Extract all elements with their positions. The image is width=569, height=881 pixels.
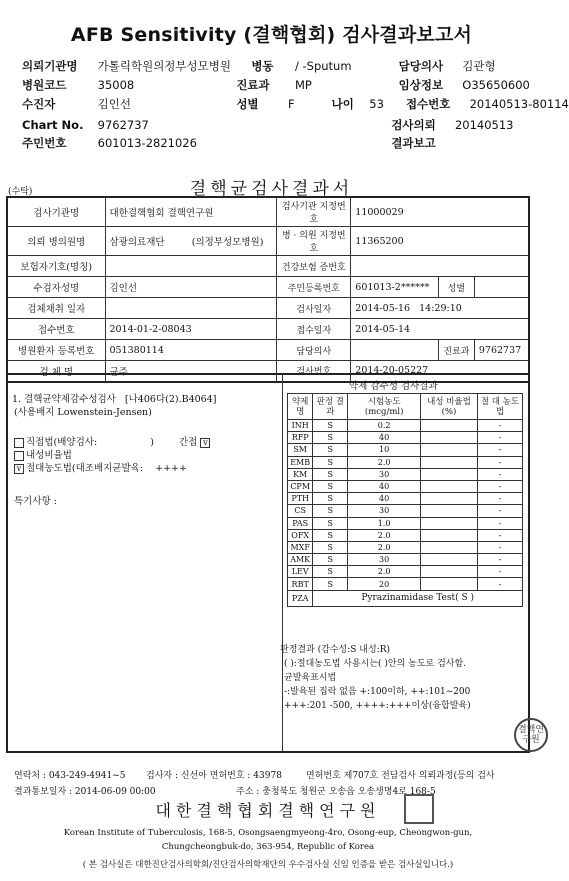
judgement: S xyxy=(313,505,348,517)
info-label: 수검자성명 xyxy=(7,277,105,298)
absolute-result: - xyxy=(477,566,522,578)
judgement: S xyxy=(313,420,348,432)
judgement: S xyxy=(313,566,348,578)
sensitivity-row xyxy=(288,566,523,578)
sensitivity-row xyxy=(288,420,523,432)
info-label: 접수번호 xyxy=(7,319,105,340)
drug-name: KM xyxy=(288,468,313,480)
test-item-code: [나406다(2).B4064] xyxy=(124,394,217,405)
test-item-label: 1. 결핵균약제감수성검사 xyxy=(12,394,116,405)
proportion-method-row xyxy=(14,447,72,461)
info-label: 병 · 의원 지정번호 xyxy=(277,227,351,256)
judgement: S xyxy=(313,480,348,492)
info-value xyxy=(474,277,529,298)
info-label: 접수일자 xyxy=(277,319,351,340)
header-label: 성별 xyxy=(236,97,259,111)
info-label: 검 체 명 xyxy=(7,361,105,382)
proportion-percent xyxy=(421,578,478,590)
absolute-result: - xyxy=(477,480,522,492)
hospital-name: 삼광의료재단 xyxy=(109,237,165,248)
info-label: 검사번호 xyxy=(277,361,351,382)
absolute-result: - xyxy=(477,554,522,566)
sensitivity-title: 약제 감수성 검사결과 xyxy=(349,381,438,392)
info-value xyxy=(105,298,277,319)
header-label: 병원코드 xyxy=(22,78,67,92)
proportion-percent xyxy=(421,517,478,529)
info-value: 대한결핵협회 결핵연구원 xyxy=(105,197,277,227)
institute-address-en-1: Korean Institute of Tuberculosis, 168-5, Osongsaengmyeong-4ro, Osong-eup, Cheongwon-gun, xyxy=(63,828,473,838)
info-value: 균주 xyxy=(105,361,277,382)
info-label: 주민등록번호 xyxy=(277,277,351,298)
info-value xyxy=(105,256,277,277)
certification-notice: ( 본 검사실은 대한진단검사의학회/진단검사의학재단의 우수검사실 신임 인증을 받은 검사실입니다.) xyxy=(82,860,454,870)
drug-name: AMK xyxy=(288,554,313,566)
absolute-result: - xyxy=(477,517,522,529)
info-label: 검사일자 xyxy=(277,298,351,319)
header-label: 결과보고 xyxy=(391,136,436,150)
test-concentration: 2.0 xyxy=(348,456,421,468)
header-label: 임상정보 xyxy=(398,78,444,92)
drug-name: RBT xyxy=(288,578,313,590)
report-title: 결핵균검사결과서 xyxy=(189,179,354,199)
info-value: 9762737 xyxy=(474,340,529,361)
absolute-result: - xyxy=(477,444,522,456)
sensitivity-header: 약제명 xyxy=(288,394,313,420)
header-label: 주민번호 xyxy=(22,136,67,150)
info-value: 2014-05-14 xyxy=(351,319,529,340)
info-value: 2014-01-2-08043 xyxy=(105,319,277,340)
info-label: 건강보험 증번호 xyxy=(277,256,351,277)
sensitivity-row xyxy=(288,468,523,480)
drug-name: INH xyxy=(288,420,313,432)
info-label: 병원환자 등록번호 xyxy=(7,340,105,361)
info-value xyxy=(351,340,439,361)
test-concentration: 10 xyxy=(348,444,421,456)
direct-method-label: 직접법(배양검사: xyxy=(26,437,98,448)
direct-method-row xyxy=(14,434,212,448)
drug-name: CS xyxy=(288,505,313,517)
info-value xyxy=(351,298,529,319)
header-value: MP xyxy=(294,78,312,92)
header-label: Chart No. xyxy=(22,118,84,132)
info-label: 의뢰 병의원명 xyxy=(7,227,105,256)
pza-label: PZA xyxy=(288,590,313,606)
test-concentration: 2.0 xyxy=(348,529,421,541)
test-concentration: 30 xyxy=(348,554,421,566)
info-label: 검사기관명 xyxy=(7,197,105,227)
header-label: 담당의사 xyxy=(398,59,444,73)
header-label: 수진자 xyxy=(22,97,56,111)
info-value: 601013-2****** xyxy=(351,277,439,298)
test-time: 14:29:10 xyxy=(419,302,462,314)
test-method-pane xyxy=(8,375,283,751)
info-value xyxy=(105,227,277,256)
test-concentration: 30 xyxy=(348,468,421,480)
proportion-percent xyxy=(421,432,478,444)
page-title: AFB Sensitivity (결핵협회) 검사결과보고서 xyxy=(70,24,473,46)
proportion-percent xyxy=(421,505,478,517)
info-label: 검사기관 지정번호 xyxy=(277,197,351,227)
drug-name: RFP xyxy=(288,432,313,444)
drug-name: PAS xyxy=(288,517,313,529)
result-legend-3: 균발육표시법 xyxy=(284,673,337,683)
indirect-method-label: 간접 xyxy=(178,437,198,448)
header-row-5 xyxy=(22,136,455,150)
proportion-percent xyxy=(421,444,478,456)
footer-inspector: 검사자 : 신선아 면허번호 : 43978 xyxy=(146,771,282,781)
drug-name: PTH xyxy=(288,493,313,505)
institute-name-kr: 대한결핵협회결핵연구원 xyxy=(155,801,381,820)
judgement: S xyxy=(313,456,348,468)
result-legend-2: ( ):절대농도법 사용시는( )안의 농도로 검사함. xyxy=(284,659,467,669)
square-seal xyxy=(404,794,434,824)
info-value xyxy=(351,256,529,277)
info-label: 진료과 xyxy=(438,340,474,361)
proportion-percent xyxy=(421,468,478,480)
judgement: S xyxy=(313,541,348,553)
sensitivity-row xyxy=(288,505,523,517)
info-label: 검체채취 일자 xyxy=(7,298,105,319)
header-value: 20140513 xyxy=(454,118,514,132)
info-value: 김인선 xyxy=(105,277,277,298)
proportion-percent xyxy=(421,566,478,578)
absolute-method-label: 절대농도법(대조배지균발육: xyxy=(26,463,144,474)
test-concentration: 40 xyxy=(348,432,421,444)
test-concentration: 2.0 xyxy=(348,541,421,553)
sensitivity-row xyxy=(288,517,523,529)
footer-license: 면허번호 제707호 전담검사 의뢰과정(등의 검사 xyxy=(306,771,495,781)
sensitivity-header: 시험농도 (mcg/ml) xyxy=(348,394,421,420)
info-table xyxy=(6,196,530,383)
proportion-method-checkbox xyxy=(14,451,24,461)
judgement: S xyxy=(313,432,348,444)
info-value: 2014-20-05227 xyxy=(351,361,529,382)
header-value: 53 xyxy=(369,97,384,111)
header-value: 가톨릭학원의정부성모병원 xyxy=(97,59,231,73)
header-label: 진료과 xyxy=(236,78,270,92)
result-legend-5: +++:201 -500, ++++:+++이상(융합발육) xyxy=(284,701,471,711)
judgement: S xyxy=(313,578,348,590)
absolute-method-row xyxy=(14,460,187,474)
proportion-percent xyxy=(421,480,478,492)
sensitivity-row xyxy=(288,493,523,505)
sensitivity-row xyxy=(288,529,523,541)
header-value: 20140513-80114 xyxy=(469,97,569,111)
header-label: 검사의뢰 xyxy=(391,118,436,132)
header-value: 35008 xyxy=(97,78,135,92)
judgement: S xyxy=(313,517,348,529)
info-value: 11365200 xyxy=(351,227,529,256)
report-tag: (수탁) xyxy=(8,187,33,197)
info-value: 051380114 xyxy=(105,340,277,361)
judgement: S xyxy=(313,493,348,505)
absolute-method-checkbox: v xyxy=(14,464,24,474)
sensitivity-row xyxy=(288,541,523,553)
info-label: 담당의사 xyxy=(277,340,351,361)
header-row-2 xyxy=(22,78,530,92)
proportion-percent xyxy=(421,554,478,566)
absolute-result: - xyxy=(477,529,522,541)
sensitivity-row xyxy=(288,456,523,468)
header-value: 김관형 xyxy=(462,59,496,73)
header-label: 접수번호 xyxy=(405,97,451,111)
absolute-result: - xyxy=(477,541,522,553)
test-concentration: 1.0 xyxy=(348,517,421,529)
footer-report-date: 결과통보일자 : 2014-06-09 00:00 xyxy=(14,787,156,797)
absolute-result: - xyxy=(477,420,522,432)
judgement: S xyxy=(313,529,348,541)
absolute-result: - xyxy=(477,468,522,480)
header-label: 병동 xyxy=(251,59,274,73)
info-label: 보험자기호(명칭) xyxy=(7,256,105,277)
drug-name: EMB xyxy=(288,456,313,468)
footer-phone: 연락처 : 043-249-4941~5 xyxy=(14,771,126,781)
drug-name: OFX xyxy=(288,529,313,541)
absolute-result: - xyxy=(477,456,522,468)
absolute-result: - xyxy=(477,493,522,505)
judgement: S xyxy=(313,554,348,566)
round-seal: 결핵연구원 xyxy=(514,718,548,752)
judgement: S xyxy=(313,444,348,456)
test-concentration: 20 xyxy=(348,578,421,590)
footer-address: 주소 : 충청북도 청원군 오송읍 오송생명4로 168-5 xyxy=(236,787,436,797)
info-label: 성별 xyxy=(438,277,474,298)
judgement: S xyxy=(313,468,348,480)
absolute-result: - xyxy=(477,432,522,444)
sensitivity-table xyxy=(287,393,523,607)
header-row-4 xyxy=(22,118,514,132)
special-notes-label: 특기사항 : xyxy=(14,496,57,507)
header-value: F xyxy=(287,97,295,111)
drug-name: CPM xyxy=(288,480,313,492)
control-growth-value: ++++ xyxy=(155,463,187,474)
test-concentration: 40 xyxy=(348,480,421,492)
header-value: / -Sputum xyxy=(294,59,352,73)
proportion-percent xyxy=(421,493,478,505)
header-value: O35650600 xyxy=(462,78,530,92)
header-label: 나이 xyxy=(331,97,354,111)
sensitivity-row xyxy=(288,480,523,492)
drug-name: SM xyxy=(288,444,313,456)
hospital-note: (의정부성모병원) xyxy=(191,237,264,248)
indirect-method-checkbox: v xyxy=(200,438,210,448)
test-concentration: 2.0 xyxy=(348,566,421,578)
test-concentration: 30 xyxy=(348,505,421,517)
sensitivity-row xyxy=(288,432,523,444)
institute-address-en-2: Chungcheongbuk-do, 363-954, Republic of Korea xyxy=(161,842,375,852)
drug-name: MXF xyxy=(288,541,313,553)
header-label: 의뢰기관명 xyxy=(22,59,78,73)
sensitivity-header: 내성 비율법(%) xyxy=(421,394,478,420)
drug-name: LEV xyxy=(288,566,313,578)
test-concentration: 40 xyxy=(348,493,421,505)
proportion-method-label: 내성비율법 xyxy=(26,450,72,461)
pza-result: Pyrazinamidase Test( S ) xyxy=(313,590,523,606)
medium-note: (사용배지 Lowenstein-Jensen) xyxy=(14,407,152,418)
proportion-percent xyxy=(421,420,478,432)
header-value: 9762737 xyxy=(97,118,149,132)
header-value: 601013-2821026 xyxy=(97,136,197,150)
sensitivity-row xyxy=(288,554,523,566)
sensitivity-header: 판정 결과 xyxy=(313,394,348,420)
result-legend-1: 판정결과 (감수성:S 내성:R) xyxy=(280,645,390,655)
scanned-report xyxy=(6,170,545,880)
proportion-percent xyxy=(421,456,478,468)
sensitivity-header: 절 대 농도법 xyxy=(477,394,522,420)
test-item xyxy=(12,391,216,405)
sensitivity-row xyxy=(288,578,523,590)
header-value: 김인선 xyxy=(97,97,131,111)
test-date: 2014-05-16 xyxy=(355,302,411,314)
direct-method-checkbox xyxy=(14,438,24,448)
info-value: 11000029 xyxy=(351,197,529,227)
header-row-3 xyxy=(22,97,569,111)
sensitivity-row xyxy=(288,444,523,456)
test-concentration: 0.2 xyxy=(348,420,421,432)
result-legend-4: -:발육된 집락 없음 +:100이하, ++:101~200 xyxy=(284,687,471,697)
absolute-result: - xyxy=(477,578,522,590)
direct-method-close: ) xyxy=(150,437,154,448)
header-row-1 xyxy=(22,59,496,73)
proportion-percent xyxy=(421,529,478,541)
proportion-percent xyxy=(421,541,478,553)
absolute-result: - xyxy=(477,505,522,517)
